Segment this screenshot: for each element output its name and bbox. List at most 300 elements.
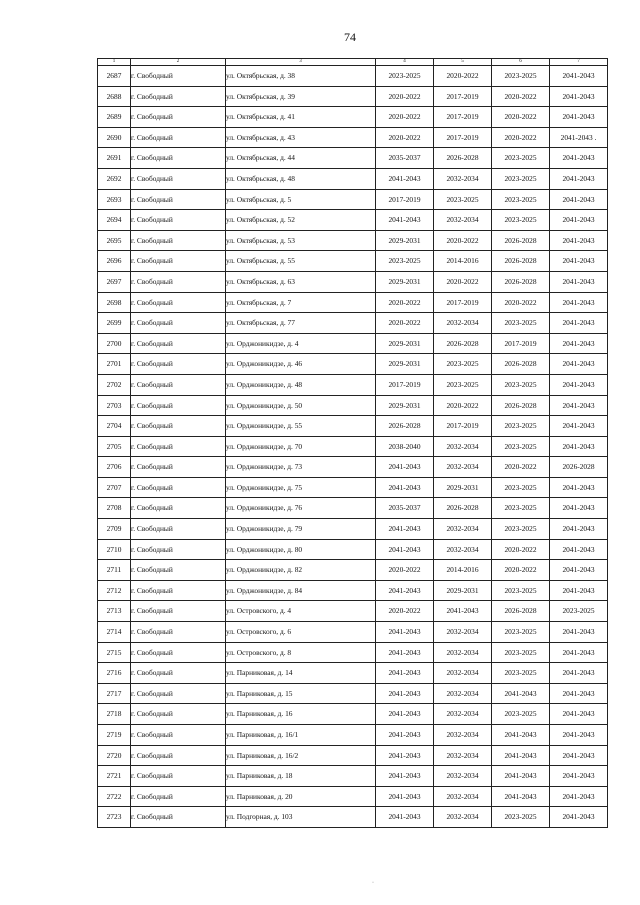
row-period-4: 2041-2043 xyxy=(376,477,434,498)
row-period-4: 2029-2031 xyxy=(376,230,434,251)
scan-mark: · xyxy=(372,880,374,886)
row-number: 2709 xyxy=(98,519,131,540)
row-period-6: 2020-2022 xyxy=(492,292,550,313)
row-number: 2693 xyxy=(98,189,131,210)
row-period-5: 2017-2019 xyxy=(434,416,492,437)
row-number: 2692 xyxy=(98,168,131,189)
row-period-5: 2041-2043 xyxy=(434,601,492,622)
row-period-6: 2023-2025 xyxy=(492,807,550,828)
row-period-5: 2032-2034 xyxy=(434,168,492,189)
row-city: г. Свободный xyxy=(131,539,226,560)
row-period-5: 2020-2022 xyxy=(434,395,492,416)
row-period-7: 2041-2043 xyxy=(550,313,608,334)
row-period-6: 2023-2025 xyxy=(492,189,550,210)
row-number: 2723 xyxy=(98,807,131,828)
row-number: 2710 xyxy=(98,539,131,560)
row-address: ул. Октябрьская, д. 55 xyxy=(226,251,376,272)
row-period-5: 2023-2025 xyxy=(434,189,492,210)
row-period-7: 2041-2043 xyxy=(550,745,608,766)
row-period-4: 2017-2019 xyxy=(376,374,434,395)
row-number: 2698 xyxy=(98,292,131,313)
row-address: ул. Парниковая, д. 14 xyxy=(226,663,376,684)
row-period-4: 2020-2022 xyxy=(376,127,434,148)
row-period-4: 2020-2022 xyxy=(376,560,434,581)
row-city: г. Свободный xyxy=(131,786,226,807)
table-row xyxy=(98,271,608,292)
row-address: ул. Октябрьская, д. 48 xyxy=(226,168,376,189)
row-period-6: 2020-2022 xyxy=(492,539,550,560)
row-period-4: 2041-2043 xyxy=(376,807,434,828)
row-period-5: 2032-2034 xyxy=(434,683,492,704)
row-number: 2708 xyxy=(98,498,131,519)
column-header-6: 6 xyxy=(492,59,550,66)
row-city: г. Свободный xyxy=(131,704,226,725)
row-period-4: 2041-2043 xyxy=(376,519,434,540)
row-period-7: 2041-2043 xyxy=(550,683,608,704)
row-period-4: 2029-2031 xyxy=(376,395,434,416)
table-row xyxy=(98,148,608,169)
table-row xyxy=(98,313,608,334)
table-row xyxy=(98,395,608,416)
row-number: 2717 xyxy=(98,683,131,704)
row-period-7: 2041-2043 xyxy=(550,766,608,787)
table-row xyxy=(98,807,608,828)
row-period-5: 2032-2034 xyxy=(434,457,492,478)
row-period-5: 2032-2034 xyxy=(434,642,492,663)
row-number: 2696 xyxy=(98,251,131,272)
row-number: 2713 xyxy=(98,601,131,622)
row-period-4: 2041-2043 xyxy=(376,642,434,663)
row-period-7: 2041-2043 xyxy=(550,807,608,828)
row-period-6: 2023-2025 xyxy=(492,436,550,457)
register-table xyxy=(97,58,608,828)
row-city: г. Свободный xyxy=(131,271,226,292)
row-period-4: 2041-2043 xyxy=(376,663,434,684)
row-period-7: 2041-2043 xyxy=(550,292,608,313)
row-number: 2701 xyxy=(98,354,131,375)
row-period-6: 2041-2043 xyxy=(492,725,550,746)
row-number: 2712 xyxy=(98,580,131,601)
table-row xyxy=(98,292,608,313)
row-city: г. Свободный xyxy=(131,333,226,354)
row-city: г. Свободный xyxy=(131,189,226,210)
row-period-7: 2041-2043 xyxy=(550,663,608,684)
row-period-7: 2041-2043 . xyxy=(550,127,608,148)
row-address: ул. Подгорная, д. 103 xyxy=(226,807,376,828)
row-address: ул. Октябрьская, д. 43 xyxy=(226,127,376,148)
row-period-6: 2023-2025 xyxy=(492,580,550,601)
row-address: ул. Орджоникидзе, д. 48 xyxy=(226,374,376,395)
row-period-4: 2029-2031 xyxy=(376,333,434,354)
row-period-7: 2041-2043 xyxy=(550,210,608,231)
row-period-7: 2041-2043 xyxy=(550,416,608,437)
row-address: ул. Парниковая, д. 20 xyxy=(226,786,376,807)
table-row xyxy=(98,725,608,746)
row-address: ул. Орджоникидзе, д. 80 xyxy=(226,539,376,560)
row-number: 2689 xyxy=(98,107,131,128)
row-period-6: 2023-2025 xyxy=(492,148,550,169)
table-row xyxy=(98,107,608,128)
column-header-7: 7 xyxy=(550,59,608,66)
row-period-5: 2032-2034 xyxy=(434,745,492,766)
row-city: г. Свободный xyxy=(131,210,226,231)
row-city: г. Свободный xyxy=(131,642,226,663)
row-period-6: 2020-2022 xyxy=(492,457,550,478)
row-period-7: 2041-2043 xyxy=(550,498,608,519)
row-period-4: 2020-2022 xyxy=(376,292,434,313)
row-city: г. Свободный xyxy=(131,374,226,395)
table-row xyxy=(98,498,608,519)
row-city: г. Свободный xyxy=(131,66,226,87)
table-row xyxy=(98,436,608,457)
row-period-5: 2026-2028 xyxy=(434,498,492,519)
row-city: г. Свободный xyxy=(131,807,226,828)
row-period-4: 2017-2019 xyxy=(376,189,434,210)
row-period-4: 2041-2043 xyxy=(376,766,434,787)
row-period-7: 2041-2043 xyxy=(550,374,608,395)
row-number: 2688 xyxy=(98,86,131,107)
row-address: ул. Островского, д. 6 xyxy=(226,622,376,643)
row-address: ул. Октябрьская, д. 77 xyxy=(226,313,376,334)
row-city: г. Свободный xyxy=(131,622,226,643)
row-period-6: 2041-2043 xyxy=(492,786,550,807)
row-period-5: 2017-2019 xyxy=(434,127,492,148)
row-city: г. Свободный xyxy=(131,766,226,787)
row-number: 2719 xyxy=(98,725,131,746)
row-city: г. Свободный xyxy=(131,725,226,746)
table-row xyxy=(98,477,608,498)
row-address: ул. Островского, д. 8 xyxy=(226,642,376,663)
row-city: г. Свободный xyxy=(131,663,226,684)
row-period-4: 2041-2043 xyxy=(376,725,434,746)
row-period-5: 2032-2034 xyxy=(434,807,492,828)
row-period-4: 2035-2037 xyxy=(376,148,434,169)
table-row xyxy=(98,374,608,395)
row-city: г. Свободный xyxy=(131,457,226,478)
row-period-6: 2023-2025 xyxy=(492,519,550,540)
row-address: ул. Октябрьская, д. 5 xyxy=(226,189,376,210)
row-number: 2707 xyxy=(98,477,131,498)
row-period-6: 2023-2025 xyxy=(492,663,550,684)
row-number: 2687 xyxy=(98,66,131,87)
row-period-4: 2041-2043 xyxy=(376,457,434,478)
row-number: 2704 xyxy=(98,416,131,437)
row-period-5: 2032-2034 xyxy=(434,622,492,643)
table-row xyxy=(98,683,608,704)
row-address: ул. Октябрьская, д. 41 xyxy=(226,107,376,128)
row-period-6: 2023-2025 xyxy=(492,622,550,643)
row-period-4: 2023-2025 xyxy=(376,251,434,272)
table-row xyxy=(98,539,608,560)
row-period-7: 2026-2028 xyxy=(550,457,608,478)
row-city: г. Свободный xyxy=(131,477,226,498)
row-address: ул. Октябрьская, д. 39 xyxy=(226,86,376,107)
row-city: г. Свободный xyxy=(131,251,226,272)
row-period-7: 2041-2043 xyxy=(550,519,608,540)
row-period-7: 2041-2043 xyxy=(550,642,608,663)
row-address: ул. Орджоникидзе, д. 4 xyxy=(226,333,376,354)
row-period-5: 2020-2022 xyxy=(434,271,492,292)
row-period-7: 2041-2043 xyxy=(550,251,608,272)
column-header-3: 3 xyxy=(226,59,376,66)
row-period-5: 2029-2031 xyxy=(434,477,492,498)
row-period-5: 2017-2019 xyxy=(434,86,492,107)
table-row xyxy=(98,580,608,601)
row-address: ул. Орджоникидзе, д. 50 xyxy=(226,395,376,416)
row-number: 2700 xyxy=(98,333,131,354)
row-period-4: 2041-2043 xyxy=(376,745,434,766)
row-period-6: 2023-2025 xyxy=(492,642,550,663)
table-row xyxy=(98,127,608,148)
row-address: ул. Орджоникидзе, д. 84 xyxy=(226,580,376,601)
row-period-4: 2035-2037 xyxy=(376,498,434,519)
row-city: г. Свободный xyxy=(131,498,226,519)
table-row xyxy=(98,168,608,189)
row-period-7: 2041-2043 xyxy=(550,230,608,251)
row-city: г. Свободный xyxy=(131,292,226,313)
row-period-6: 2026-2028 xyxy=(492,395,550,416)
row-number: 2711 xyxy=(98,560,131,581)
row-address: ул. Парниковая, д. 16 xyxy=(226,704,376,725)
row-address: ул. Октябрьская, д. 53 xyxy=(226,230,376,251)
row-period-4: 2020-2022 xyxy=(376,313,434,334)
row-period-7: 2041-2043 xyxy=(550,333,608,354)
row-period-4: 2041-2043 xyxy=(376,539,434,560)
row-city: г. Свободный xyxy=(131,86,226,107)
column-number-row xyxy=(98,59,608,66)
row-period-7: 2041-2043 xyxy=(550,66,608,87)
row-address: ул. Парниковая, д. 16/1 xyxy=(226,725,376,746)
row-period-6: 2026-2028 xyxy=(492,354,550,375)
page-number: 74 xyxy=(344,30,356,44)
table-row xyxy=(98,251,608,272)
table-row xyxy=(98,66,608,87)
row-number: 2720 xyxy=(98,745,131,766)
row-period-7: 2041-2043 xyxy=(550,725,608,746)
table-row xyxy=(98,333,608,354)
row-city: г. Свободный xyxy=(131,416,226,437)
row-period-5: 2032-2034 xyxy=(434,313,492,334)
row-period-7: 2023-2025 xyxy=(550,601,608,622)
row-city: г. Свободный xyxy=(131,354,226,375)
row-period-5: 2014-2016 xyxy=(434,251,492,272)
row-period-6: 2023-2025 xyxy=(492,66,550,87)
row-period-5: 2026-2028 xyxy=(434,148,492,169)
row-city: г. Свободный xyxy=(131,313,226,334)
row-city: г. Свободный xyxy=(131,168,226,189)
row-city: г. Свободный xyxy=(131,436,226,457)
row-period-6: 2023-2025 xyxy=(492,704,550,725)
row-period-4: 2020-2022 xyxy=(376,86,434,107)
table-row xyxy=(98,560,608,581)
table-row xyxy=(98,416,608,437)
table-row xyxy=(98,622,608,643)
row-number: 2691 xyxy=(98,148,131,169)
row-address: ул. Орджоникидзе, д. 70 xyxy=(226,436,376,457)
row-period-6: 2023-2025 xyxy=(492,477,550,498)
row-period-5: 2023-2025 xyxy=(434,354,492,375)
table-row xyxy=(98,704,608,725)
row-period-6: 2041-2043 xyxy=(492,745,550,766)
row-period-6: 2020-2022 xyxy=(492,560,550,581)
row-period-5: 2032-2034 xyxy=(434,663,492,684)
row-period-6: 2020-2022 xyxy=(492,107,550,128)
row-address: ул. Парниковая, д. 15 xyxy=(226,683,376,704)
row-period-4: 2029-2031 xyxy=(376,271,434,292)
column-header-2: 2 xyxy=(131,59,226,66)
row-period-7: 2041-2043 xyxy=(550,580,608,601)
row-period-4: 2041-2043 xyxy=(376,786,434,807)
row-city: г. Свободный xyxy=(131,580,226,601)
row-period-4: 2041-2043 xyxy=(376,168,434,189)
row-city: г. Свободный xyxy=(131,601,226,622)
row-period-6: 2041-2043 xyxy=(492,683,550,704)
row-period-7: 2041-2043 xyxy=(550,148,608,169)
row-period-7: 2041-2043 xyxy=(550,86,608,107)
row-address: ул. Орджоникидзе, д. 82 xyxy=(226,560,376,581)
row-period-6: 2026-2028 xyxy=(492,251,550,272)
row-address: ул. Парниковая, д. 18 xyxy=(226,766,376,787)
row-period-5: 2032-2034 xyxy=(434,704,492,725)
row-period-5: 2017-2019 xyxy=(434,292,492,313)
row-period-6: 2026-2028 xyxy=(492,271,550,292)
table-row xyxy=(98,354,608,375)
row-city: г. Свободный xyxy=(131,127,226,148)
row-period-7: 2041-2043 xyxy=(550,271,608,292)
row-city: г. Свободный xyxy=(131,395,226,416)
row-number: 2715 xyxy=(98,642,131,663)
row-period-4: 2038-2040 xyxy=(376,436,434,457)
row-period-6: 2020-2022 xyxy=(492,127,550,148)
row-number: 2721 xyxy=(98,766,131,787)
row-period-5: 2026-2028 xyxy=(434,333,492,354)
row-period-4: 2041-2043 xyxy=(376,580,434,601)
row-city: г. Свободный xyxy=(131,230,226,251)
row-address: ул. Орджоникидзе, д. 46 xyxy=(226,354,376,375)
row-period-4: 2041-2043 xyxy=(376,704,434,725)
table-row xyxy=(98,210,608,231)
row-period-4: 2029-2031 xyxy=(376,354,434,375)
row-address: ул. Октябрьская, д. 38 xyxy=(226,66,376,87)
row-period-7: 2041-2043 xyxy=(550,622,608,643)
row-period-5: 2032-2034 xyxy=(434,519,492,540)
table-row xyxy=(98,642,608,663)
row-period-5: 2032-2034 xyxy=(434,766,492,787)
row-period-6: 2017-2019 xyxy=(492,333,550,354)
row-period-5: 2023-2025 xyxy=(434,374,492,395)
column-header-4: 4 xyxy=(376,59,434,66)
row-number: 2699 xyxy=(98,313,131,334)
row-period-5: 2032-2034 xyxy=(434,786,492,807)
row-period-6: 2023-2025 xyxy=(492,168,550,189)
row-number: 2702 xyxy=(98,374,131,395)
row-period-4: 2020-2022 xyxy=(376,601,434,622)
row-period-5: 2029-2031 xyxy=(434,580,492,601)
row-period-5: 2032-2034 xyxy=(434,210,492,231)
row-address: ул. Парниковая, д. 16/2 xyxy=(226,745,376,766)
row-number: 2695 xyxy=(98,230,131,251)
row-period-5: 2014-2016 xyxy=(434,560,492,581)
row-address: ул. Орджоникидзе, д. 55 xyxy=(226,416,376,437)
row-number: 2716 xyxy=(98,663,131,684)
row-number: 2718 xyxy=(98,704,131,725)
row-address: ул. Орджоникидзе, д. 73 xyxy=(226,457,376,478)
row-number: 2703 xyxy=(98,395,131,416)
row-period-5: 2020-2022 xyxy=(434,66,492,87)
row-number: 2714 xyxy=(98,622,131,643)
row-period-7: 2041-2043 xyxy=(550,189,608,210)
row-city: г. Свободный xyxy=(131,107,226,128)
row-period-7: 2041-2043 xyxy=(550,436,608,457)
row-period-7: 2041-2043 xyxy=(550,477,608,498)
row-address: ул. Октябрьская, д. 52 xyxy=(226,210,376,231)
row-period-6: 2020-2022 xyxy=(492,86,550,107)
row-number: 2722 xyxy=(98,786,131,807)
row-period-6: 2023-2025 xyxy=(492,210,550,231)
row-period-5: 2017-2019 xyxy=(434,107,492,128)
row-city: г. Свободный xyxy=(131,745,226,766)
row-period-6: 2026-2028 xyxy=(492,601,550,622)
row-period-5: 2032-2034 xyxy=(434,436,492,457)
row-period-7: 2041-2043 xyxy=(550,395,608,416)
row-period-7: 2041-2043 xyxy=(550,168,608,189)
row-period-4: 2023-2025 xyxy=(376,66,434,87)
table-row xyxy=(98,745,608,766)
table-row xyxy=(98,86,608,107)
row-number: 2697 xyxy=(98,271,131,292)
row-period-7: 2041-2043 xyxy=(550,354,608,375)
table-row xyxy=(98,519,608,540)
row-address: ул. Орджоникидзе, д. 79 xyxy=(226,519,376,540)
row-period-4: 2041-2043 xyxy=(376,210,434,231)
row-period-4: 2026-2028 xyxy=(376,416,434,437)
row-number: 2690 xyxy=(98,127,131,148)
row-city: г. Свободный xyxy=(131,519,226,540)
column-header-5: 5 xyxy=(434,59,492,66)
row-period-6: 2023-2025 xyxy=(492,498,550,519)
row-period-4: 2041-2043 xyxy=(376,683,434,704)
row-period-5: 2032-2034 xyxy=(434,725,492,746)
row-address: ул. Октябрьская, д. 44 xyxy=(226,148,376,169)
row-period-5: 2020-2022 xyxy=(434,230,492,251)
row-period-6: 2023-2025 xyxy=(492,313,550,334)
table-row xyxy=(98,786,608,807)
row-period-4: 2020-2022 xyxy=(376,107,434,128)
row-address: ул. Октябрьская, д. 63 xyxy=(226,271,376,292)
column-header-1: 1 xyxy=(98,59,131,66)
row-period-7: 2041-2043 xyxy=(550,704,608,725)
row-period-4: 2041-2043 xyxy=(376,622,434,643)
row-city: г. Свободный xyxy=(131,683,226,704)
row-period-5: 2032-2034 xyxy=(434,539,492,560)
row-city: г. Свободный xyxy=(131,560,226,581)
table-row xyxy=(98,766,608,787)
row-address: ул. Октябрьская, д. 7 xyxy=(226,292,376,313)
table-row xyxy=(98,189,608,210)
table-row xyxy=(98,457,608,478)
row-city: г. Свободный xyxy=(131,148,226,169)
row-number: 2694 xyxy=(98,210,131,231)
table-row xyxy=(98,663,608,684)
table-row xyxy=(98,601,608,622)
row-period-7: 2041-2043 xyxy=(550,786,608,807)
row-period-6: 2026-2028 xyxy=(492,230,550,251)
row-period-7: 2041-2043 xyxy=(550,107,608,128)
row-number: 2706 xyxy=(98,457,131,478)
row-period-6: 2023-2025 xyxy=(492,416,550,437)
row-address: ул. Орджоникидзе, д. 75 xyxy=(226,477,376,498)
row-period-7: 2041-2043 xyxy=(550,560,608,581)
